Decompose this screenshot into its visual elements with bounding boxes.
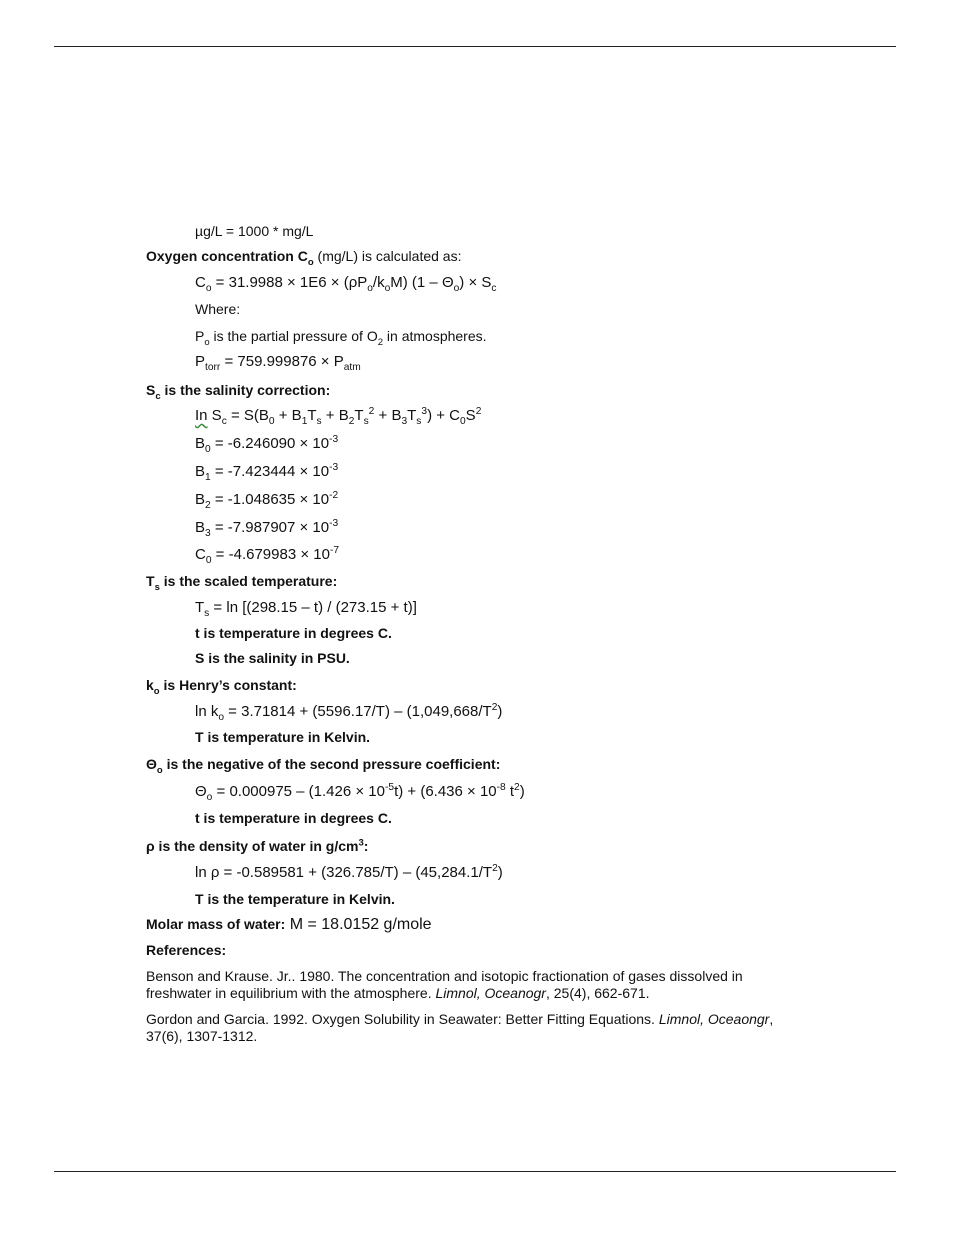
unit-conversion-line: µg/L = 1000 * mg/L (195, 223, 314, 239)
coefficient-b3: $B_3 = -7.987907 \times 10^{-3}$ (195, 518, 339, 539)
henrys-constant-heading: $k_o$ is Henry’s constant: (146, 677, 297, 697)
footer-rule (54, 1171, 896, 1172)
scaled-temperature-equation: $T_s = \ln [(298.15 - t) / (273.15 + t)]$ (195, 599, 417, 619)
reference-item-2: Gordon and Garcia. 1992. Oxygen Solubility in Seawater: Better Fitting Equations. Limnol, Oceaongr, 37(6), 1307-1312. (146, 1011, 774, 1044)
partial-pressure-definition: $P_o$ is the partial pressure of $O_2$ in atmospheres. (195, 328, 487, 348)
molar-mass-line: Molar mass of water: M = 18.0152 g/mole (146, 916, 432, 933)
coefficient-b2: $B_2 = -1.048635 \times 10^{-2}$ (195, 490, 339, 511)
kelvin-definition-2: T is the temperature in Kelvin. (195, 891, 395, 907)
t-definition-2: t is temperature in degrees C. (195, 810, 392, 826)
henrys-constant-equation: $\ln k_o = 3.71814 + (5596.17/T) - (1,049,668/T^2)$ (195, 702, 503, 723)
ptorr-equation: $P_{torr} = 759.999876 \times P_{atm}$ (195, 353, 361, 373)
salinity-correction-equation: In $S_c = S(B_0 + B_1T_s + B_2T_s^2 + B_3T_s^3) + C_0S^2$ (195, 406, 482, 427)
salinity-correction-heading: $S_c$ is the salinity correction: (146, 382, 331, 402)
coefficient-b1: $B_1 = -7.423444 \times 10^{-3}$ (195, 462, 339, 483)
oxygen-concentration-equation: $C_o = 31.9988 \times 1E6 \times (\rho P_o/k_oM)$ $(1 - \Theta_o) \times S_c$ (195, 274, 497, 294)
water-density-equation: $\ln \rho = -0.589581 + (326.785/T) - (45,284.1/T^2)$ (195, 863, 503, 881)
scaled-temperature-heading: $T_s$ is the scaled temperature: (146, 573, 338, 593)
pressure-coefficient-heading: $\Theta_o$ is the negative of the second pressure coefficient: (146, 756, 501, 776)
references-heading: References: (146, 942, 227, 958)
pressure-coefficient-equation: $\Theta_o = 0.000975 - (1.426 \times 10^{-5}t) + (6.436 \times 10^{-8}$ $t^2$) (195, 782, 525, 803)
where-label: Where: (195, 301, 241, 317)
water-density-heading: ρ is the density of water in $g/cm^3$: (146, 837, 369, 854)
coefficient-b0: $B_0 = -6.246090 \times 10^{-3}$ (195, 434, 339, 455)
kelvin-definition-1: T is temperature in Kelvin. (195, 729, 371, 745)
coefficient-c0: $C_0 = -4.679983 \times 10^{-7}$ (195, 545, 340, 566)
reference-item-1: Benson and Krause. Jr.. 1980. The concentration and isotopic fractionation of gases dissolved in freshwater in equilibrium with the atmosphere. Limnol, Oceanogr, 25(4), 662-671. (146, 968, 743, 1001)
header-rule (54, 46, 896, 47)
s-definition: S is the salinity in PSU. (195, 650, 350, 666)
oxygen-concentration-heading: Oxygen concentration $C_o$ (mg/L) is calculated as: (146, 248, 462, 268)
t-definition: t is temperature in degrees C. (195, 625, 392, 641)
